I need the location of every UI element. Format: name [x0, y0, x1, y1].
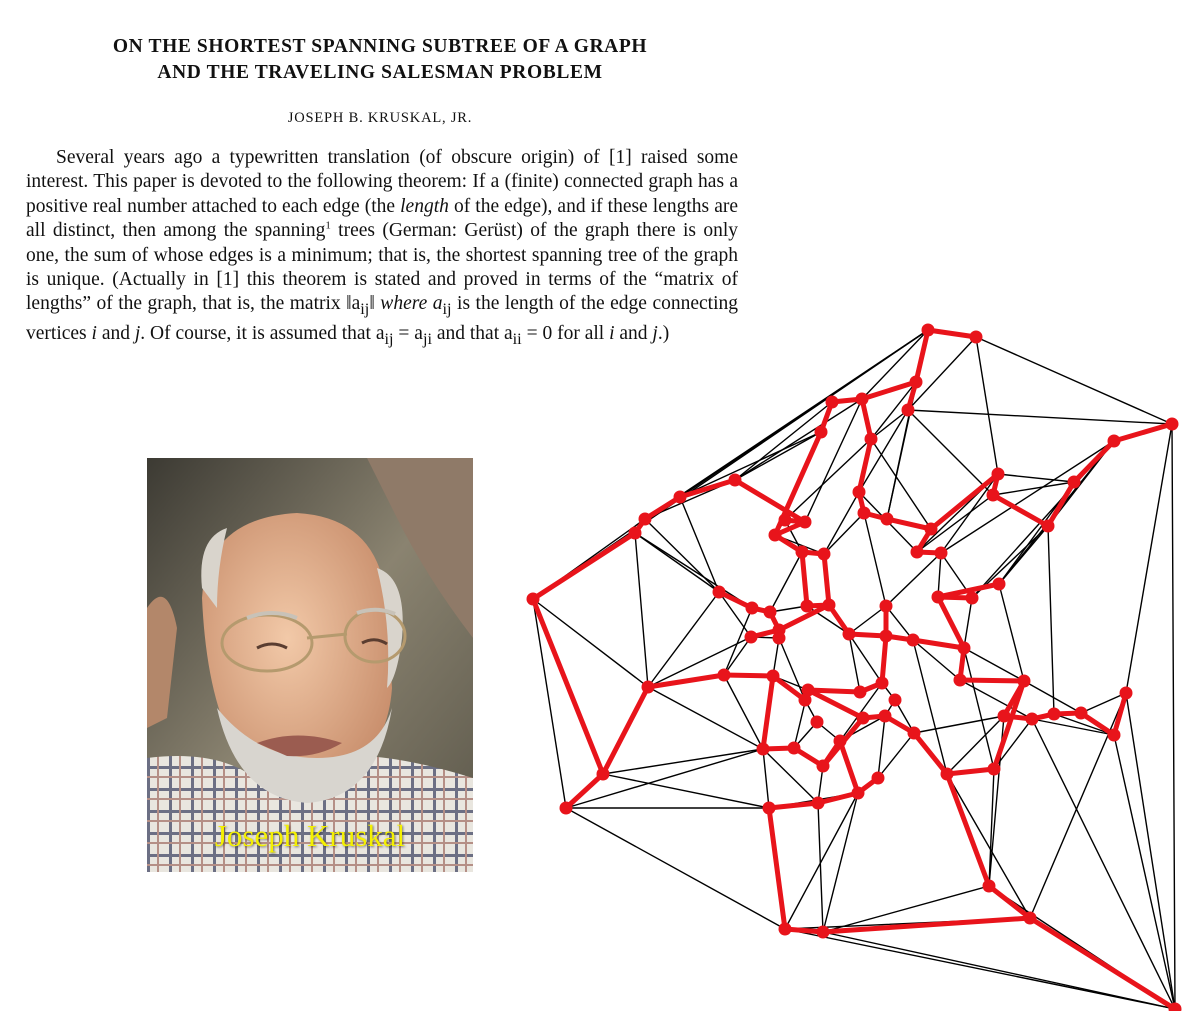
- graph-edge: [947, 774, 1030, 918]
- graph-vertex: [769, 529, 782, 542]
- abstract-text: and: [96, 322, 135, 344]
- mst-edge: [947, 769, 994, 774]
- mst-edge: [882, 636, 886, 683]
- graph-vertex: [902, 404, 915, 417]
- graph-edge: [989, 769, 994, 886]
- mst-edge: [1114, 693, 1126, 735]
- mst-edge: [859, 439, 871, 492]
- graph-edges: [533, 330, 1175, 1009]
- graph-vertex: [932, 591, 945, 604]
- graph-edge: [823, 793, 858, 932]
- graph-vertex: [811, 716, 824, 729]
- graph-vertex: [907, 634, 920, 647]
- graph-edge: [1030, 693, 1126, 918]
- graph-vertex: [1042, 520, 1055, 533]
- graph-vertex: [763, 802, 776, 815]
- graph-edge: [1114, 735, 1175, 1009]
- photo-caption: Joseph Kruskal: [214, 818, 406, 853]
- matrix-subscript: ij: [360, 300, 370, 319]
- mst-edge: [533, 533, 635, 599]
- graph-edge: [938, 553, 941, 597]
- abstract-text: .): [657, 322, 670, 344]
- subscript: ji: [422, 329, 432, 348]
- graph-vertex: [674, 491, 687, 504]
- graph-vertex: [799, 516, 812, 529]
- mst-edge: [823, 918, 1030, 932]
- graph-vertex: [954, 674, 967, 687]
- graph-vertex: [729, 474, 742, 487]
- graph-vertex: [889, 694, 902, 707]
- graph-edge: [566, 808, 785, 929]
- graph-vertex: [857, 712, 870, 725]
- graph-vertex: [880, 600, 893, 613]
- graph-edge: [964, 648, 994, 769]
- graph-vertex: [992, 468, 1005, 481]
- spanning-tree-graph: [500, 300, 1200, 1011]
- graph-vertex: [779, 514, 792, 527]
- abstract-italic-length: length: [400, 195, 449, 217]
- graph-vertex: [1108, 435, 1121, 448]
- graph-vertex: [858, 507, 871, 520]
- abstract-text: = 0 for all: [521, 322, 610, 344]
- graph-edge: [1126, 424, 1172, 693]
- abstract-text: and that a: [431, 322, 513, 344]
- graph-vertex: [718, 669, 731, 682]
- graph-vertex: [764, 606, 777, 619]
- mst-edge: [603, 687, 648, 774]
- graph-edge: [878, 733, 914, 778]
- italic-var: j: [652, 322, 658, 344]
- graph-vertex: [854, 686, 867, 699]
- subscript: ii: [512, 329, 522, 348]
- abstract-text: trees (German: Gerüst) of the graph there is only one, the sum of whose edges is a minimum; that is, the shortest spanning tree of the graph is unique. (Actually in [1] this theorem is stated and proved in terms of the “matrix of lengths” of the graph, that is, the matrix: [26, 220, 738, 315]
- graph-vertex: [801, 600, 814, 613]
- abstract-text: Several years ago a typewritten translation (of obscure origin) of [1] raised some interest. This paper is devoted to the following theorem: If a (finite) connected graph has a positive real number attached to each edge (the: [26, 147, 738, 217]
- subscript: ij: [384, 329, 394, 348]
- graph-vertex: [713, 586, 726, 599]
- graph-vertex: [1068, 476, 1081, 489]
- mst-edge: [1048, 482, 1074, 526]
- graph-vertex: [966, 592, 979, 605]
- graph-edge: [635, 533, 648, 687]
- graph-vertex: [597, 768, 610, 781]
- paper-author: JOSEPH B. KRUSKAL, JR.: [287, 110, 473, 126]
- graph-vertex: [1108, 729, 1121, 742]
- graph-vertex: [767, 670, 780, 683]
- italic-var: i: [609, 322, 615, 344]
- graph-vertex: [970, 331, 983, 344]
- graph-vertex: [910, 376, 923, 389]
- graph-edge: [1126, 693, 1175, 1009]
- graph-vertex: [958, 642, 971, 655]
- graph-edge: [976, 337, 1172, 424]
- graph-edge: [999, 584, 1024, 681]
- graph-vertex: [998, 710, 1011, 723]
- mst-edge: [916, 330, 928, 382]
- abstract-text: . Of course, it is assumed that a: [140, 322, 385, 344]
- graph-vertex: [908, 727, 921, 740]
- mst-edge: [763, 676, 773, 749]
- mst-edge: [769, 808, 785, 929]
- graph-edge: [849, 606, 886, 634]
- graph-edge: [908, 410, 993, 495]
- portrait-illustration: [147, 458, 473, 872]
- graph-edge: [964, 648, 1024, 681]
- graph-vertex: [1075, 707, 1088, 720]
- mst-edge: [993, 495, 1048, 526]
- graph-edge: [533, 599, 566, 808]
- mst-edge: [824, 554, 829, 605]
- graph-vertex: [865, 433, 878, 446]
- graph-vertex: [826, 396, 839, 409]
- graph-edge: [908, 410, 1172, 424]
- graph-edge: [645, 330, 928, 519]
- graph-edge: [998, 474, 1074, 482]
- graph-vertex: [925, 523, 938, 536]
- matrix-notation: ‖a: [346, 293, 361, 315]
- graph-edge: [645, 519, 719, 592]
- mst-edge: [1114, 424, 1172, 441]
- graph-vertex: [1120, 687, 1133, 700]
- graph-vertex: [853, 486, 866, 499]
- graph-vertex: [746, 602, 759, 615]
- graph-edge: [976, 337, 998, 474]
- graph-vertex: [812, 797, 825, 810]
- graph-vertex: [823, 599, 836, 612]
- graph-vertex: [745, 631, 758, 644]
- mst-edge: [769, 803, 818, 808]
- graph-edge: [770, 552, 802, 612]
- graph-vertex: [788, 742, 801, 755]
- mst-edge: [840, 741, 858, 793]
- graph-vertex: [757, 743, 770, 756]
- abstract-text: and: [614, 322, 653, 344]
- graph-vertex: [879, 710, 892, 723]
- graph-edge: [648, 592, 719, 687]
- abstract-text: where a: [374, 293, 443, 315]
- graph-vertex: [983, 880, 996, 893]
- mst-edge: [938, 597, 964, 648]
- graph-vertex: [639, 513, 652, 526]
- graph-vertex: [527, 593, 540, 606]
- graph-vertex: [988, 763, 1001, 776]
- graph-vertex: [802, 684, 815, 697]
- graph-edge: [964, 598, 972, 648]
- graph-vertex: [818, 548, 831, 561]
- italic-var: j: [134, 322, 141, 344]
- graph-vertex: [642, 681, 655, 694]
- graph-vertex: [922, 324, 935, 337]
- mst-edge: [928, 330, 976, 337]
- graph-edge: [603, 774, 769, 808]
- italic-var: i: [91, 322, 97, 344]
- graph-vertex: [935, 547, 948, 560]
- graph-vertex: [796, 546, 809, 559]
- matrix-notation: ‖: [369, 293, 375, 315]
- graph-vertex: [852, 787, 865, 800]
- graph-edge: [1048, 526, 1054, 714]
- graph-vertex: [1024, 912, 1037, 925]
- graph-vertex: [817, 926, 830, 939]
- graph-vertex: [1166, 418, 1179, 431]
- minimum-spanning-tree-edges: [533, 330, 1175, 1009]
- graph-vertex: [560, 802, 573, 815]
- paper-title-line-2: AND THE TRAVELING SALESMAN PROBLEM: [157, 62, 603, 83]
- graph-vertex: [815, 426, 828, 439]
- graph-vertex: [911, 546, 924, 559]
- graph-vertex: [817, 760, 830, 773]
- graph-vertex: [856, 393, 869, 406]
- mst-edge: [960, 680, 1024, 681]
- graph-edge: [648, 687, 763, 749]
- graph-edge: [823, 932, 1175, 1009]
- graph-vertex: [1026, 713, 1039, 726]
- mst-edge: [994, 681, 1024, 769]
- graph-vertex: [987, 489, 1000, 502]
- graph-edge: [603, 749, 763, 774]
- graph-vertex: [779, 923, 792, 936]
- portrait-photo: [147, 458, 473, 872]
- graph-vertex: [881, 513, 894, 526]
- graph-vertex: [1048, 708, 1061, 721]
- graph-edge: [1172, 424, 1175, 1009]
- graph-edge: [785, 929, 1175, 1009]
- graph-vertex: [941, 768, 954, 781]
- graph-edge: [864, 513, 886, 606]
- graph-vertices: [527, 324, 1182, 1011]
- graph-vertex: [629, 527, 642, 540]
- graph-vertex: [843, 628, 856, 641]
- paper-title: [0, 34, 760, 86]
- graph-vertex: [834, 735, 847, 748]
- paper-title-line-1: ON THE SHORTEST SPANNING SUBTREE OF A GRAPH: [112, 36, 648, 57]
- mst-edge: [947, 774, 989, 886]
- graph-vertex: [1018, 675, 1031, 688]
- mst-edge: [989, 886, 1030, 918]
- graph-vertex: [773, 632, 786, 645]
- graph-edge: [878, 716, 885, 778]
- abstract-text: of the edge), and if these lengths are all distinct, then among the spanning: [26, 195, 739, 242]
- abstract-text: is the length of the edge connecting vertices: [26, 293, 739, 344]
- footnote-marker: 1: [325, 219, 331, 232]
- graph-vertex: [876, 677, 889, 690]
- mst-edge: [724, 675, 773, 676]
- graph-edge: [871, 410, 908, 439]
- graph-vertex: [872, 772, 885, 785]
- graph-vertex: [993, 578, 1006, 591]
- abstract-text: = a: [393, 322, 423, 344]
- subscript: ij: [442, 300, 452, 319]
- graph-edge: [763, 749, 769, 808]
- mst-edge: [680, 480, 735, 497]
- mst-edge: [802, 552, 807, 606]
- graph-vertex: [880, 630, 893, 643]
- mst-edge: [1074, 441, 1114, 482]
